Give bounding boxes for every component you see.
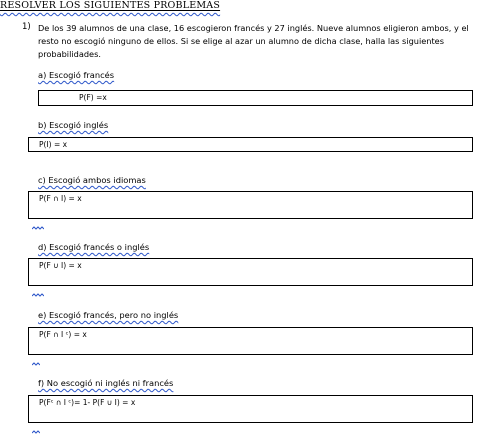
item-a-label: a) Escogió francés: [38, 70, 115, 80]
item-c-label: c) Escogió ambos idiomas: [38, 175, 146, 185]
item-c-answer-box[interactable]: [28, 191, 473, 219]
item-e-answer-box[interactable]: [28, 327, 473, 355]
spellcheck-squiggle: [32, 430, 40, 436]
item-d-label: d) Escogió francés o inglés: [38, 242, 150, 252]
problem-number: 1): [22, 22, 31, 32]
item-b-formula: P(I) = x: [39, 140, 68, 149]
item-f-formula: P(Fᶜ ∩ I ᶜ)= 1- P(F ∪ I) = x: [39, 398, 136, 407]
page-title: RESOLVER LOS SIGUIENTES PROBLEMAS: [0, 0, 221, 11]
spellcheck-squiggle: [32, 226, 44, 232]
item-d-formula: P(F ∪ I) = x: [39, 261, 82, 270]
item-e-formula: P(F ∩ I ᶜ) = x: [39, 330, 87, 339]
item-a-answer-box[interactable]: [38, 90, 473, 106]
item-a-formula: P(F) =x: [79, 93, 107, 102]
item-b-answer-box[interactable]: [28, 137, 473, 152]
item-f-label: f) No escogió ni inglés ni francés: [38, 378, 174, 388]
item-d-answer-box[interactable]: [28, 258, 473, 286]
spellcheck-squiggle: [32, 362, 40, 368]
item-c-formula: P(F ∩ I) = x: [39, 194, 82, 203]
item-f-answer-box[interactable]: [28, 395, 473, 423]
problem-statement: De los 39 alumnos de una clase, 16 escogieron francés y 27 inglés. Nueve alumnos eligieron ambos, y el resto no escogió ninguno de ellos. Si se elige al azar un alumno de dicha clase, halla las siguientes probabilidades.: [38, 23, 469, 59]
item-b-label: b) Escogió inglés: [38, 120, 109, 130]
item-e-label: e) Escogió francés, pero no inglés: [38, 310, 179, 320]
spellcheck-squiggle: [32, 293, 44, 299]
